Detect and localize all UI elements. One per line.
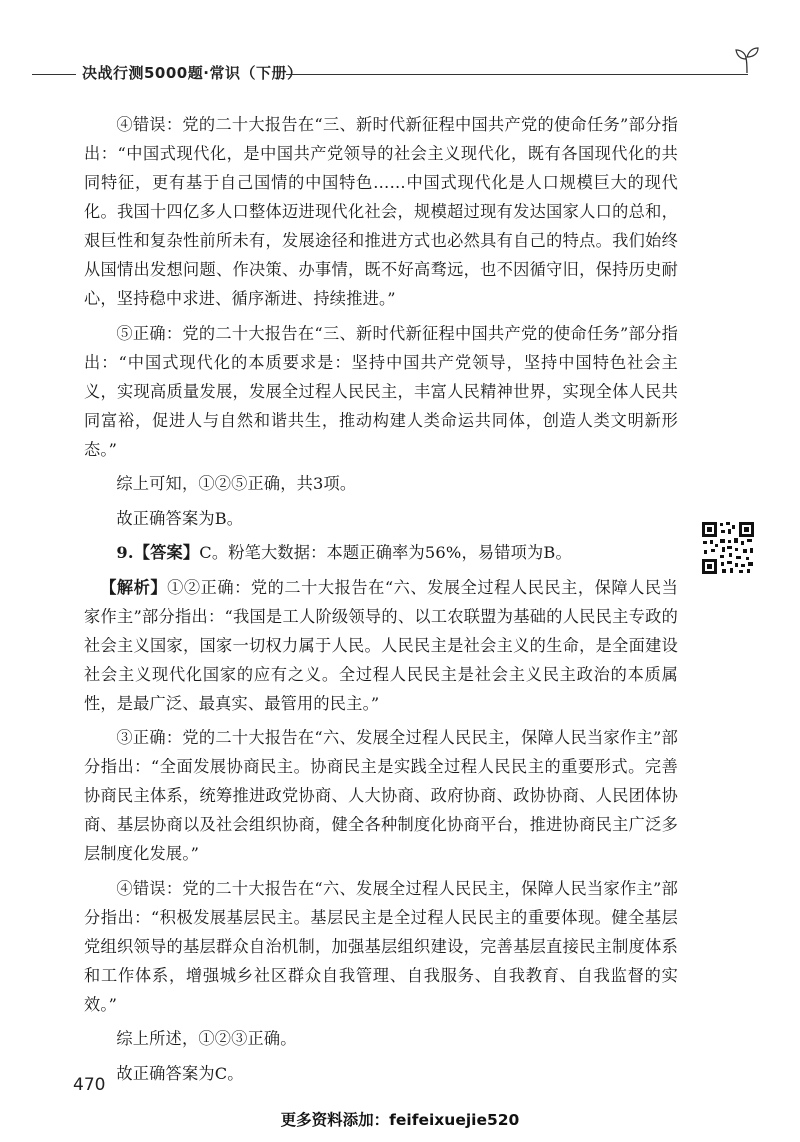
running-header — [0, 62, 800, 84]
analysis-paragraph: 【解析】①②正确：党的二十大报告在“六、发展全过程人民民主，保障人民当家作主”部分指出：“我国是工人阶级领导的、以工农联盟为基础的人民民主专政的社会主义国家，国家一切权力属于人民。人民民主是社会主义的生命，是全面建设社会主义现代化国家的应有之义。全过程人民民主是社会主义民主政治的本质属性，是最广泛、最真实、最管用的民主。” — [84, 577, 678, 713]
paragraph: ④错误：党的二十大报告在“六、发展全过程人民民主，保障人民当家作主”部分指出：“积极发展基层民主。基层民主是全过程人民民主的重要体现。健全基层党组织领导的基层群众自治机制，加强基层组织建设，完善基层直接民主制度体系和工作体系，增强城乡社区群众自我管理、自我服务、自我教育、自我监督的实效。” — [84, 878, 678, 1014]
paragraph: 综上可知，①②⑤正确，共3项。 — [116, 474, 357, 493]
paragraph: 故正确答案为C。 — [116, 1063, 244, 1083]
paragraph: 故正确答案为B。 — [116, 508, 244, 528]
answer-explanation-body — [84, 110, 678, 1093]
analysis-tag: 【解析】 — [100, 577, 168, 597]
qr-code-icon[interactable] — [700, 520, 756, 576]
answer-tag: 9.【答案】 — [116, 543, 200, 562]
paragraph: ⑤正确：党的二十大报告在“三、新时代新征程中国共产党的使命任务”部分指出：“中国式现代化的本质要求是：坚持中国共产党领导，坚持中国特色社会主义，实现高质量发展，发展全过程人民民主，丰富人民精神世界，实现全体人民共同富裕，促进人与自然和谐共生，推动构建人类命运共同体，创造人类文明新形态。” — [84, 323, 678, 459]
footer-note: 更多资料添加：feifeixuejie520 — [280, 1111, 520, 1129]
page-number: 470 — [73, 1075, 106, 1095]
paragraph: ③正确：党的二十大报告在“六、发展全过程人民民主，保障人民当家作主”部分指出：“全面发展协商民主。协商民主是实践全过程人民民主的重要形式。完善协商民主体系，统筹推进政党协商、人大协商、政府协商、政协协商、人民团体协商、基层协商以及社会组织协商，健全各种制度化协商平台，推进协商民主广泛多层制度化发展。” — [84, 728, 678, 863]
paragraph: ④错误：党的二十大报告在“三、新时代新征程中国共产党的使命任务”部分指出：“中国式现代化，是中国共产党领导的社会主义现代化，既有各国现代化的共同特征，更有基于自己国情的中国特色……中国式现代化是人口规模巨大的现代化。我国十四亿多人口整体迈进现代化社会，规模超过现有发达国家人口的总和，艰巨性和复杂性前所未有，发展途径和推进方式也必然具有自己的特点。我们始终从国情出发想问题、作决策、办事情，既不好高骛远，也不因循守旧，保持历史耐心，坚持稳中求进、循序渐进、持续推进。” — [84, 115, 678, 308]
header-rule-right — [286, 74, 748, 75]
paragraph: 综上所述，①②③正确。 — [116, 1029, 297, 1048]
sprout-icon — [734, 46, 760, 74]
answer-line: 9.【答案】C。粉笔大数据：本题正确率为56%，易错项为B。 — [116, 543, 572, 562]
book-title: 决战行测5000题·常识（下册） — [82, 64, 303, 82]
header-rule-left — [32, 74, 76, 75]
